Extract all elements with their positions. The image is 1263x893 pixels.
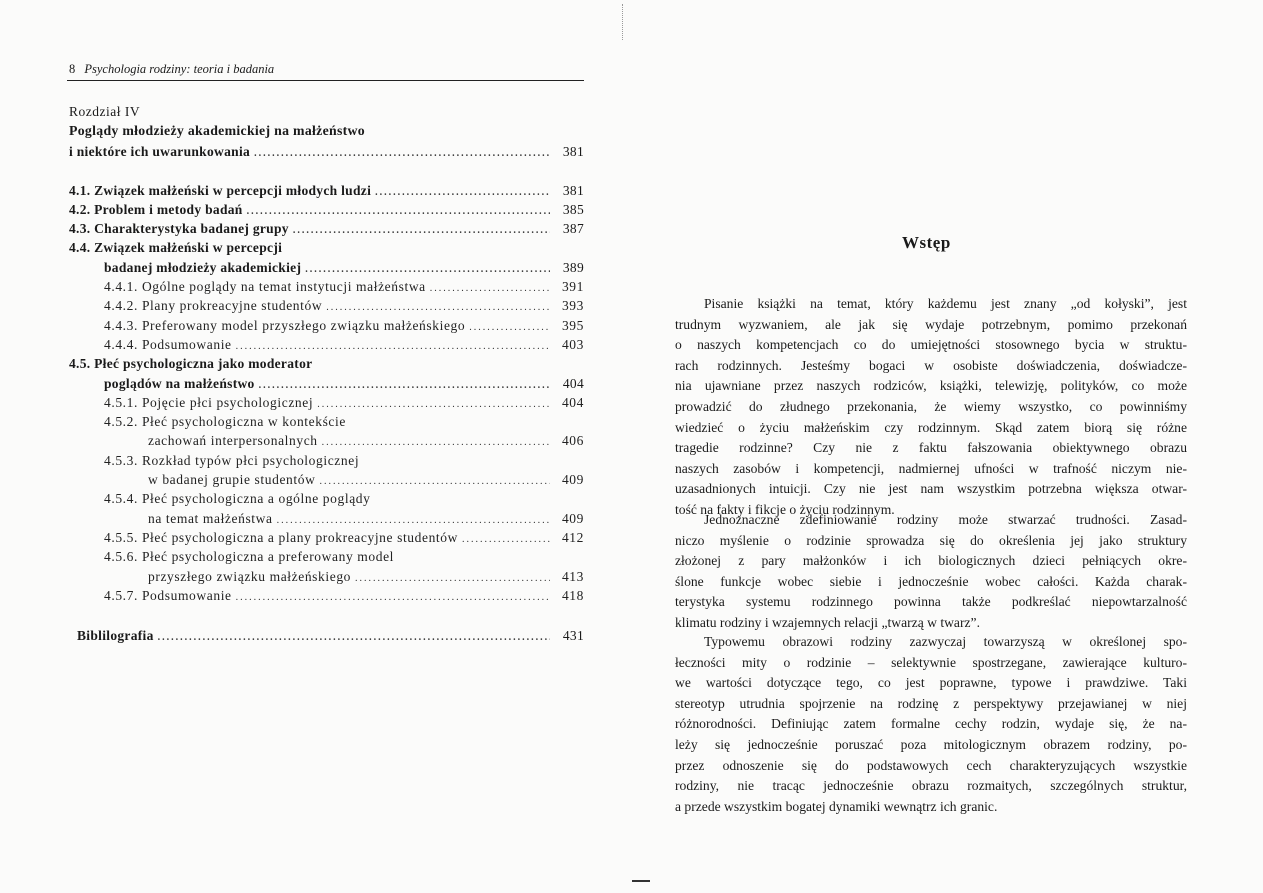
section-title: Wstęp: [902, 233, 951, 252]
toc-page-number: 406: [561, 433, 584, 448]
text-line: Jednoznaczne zdefiniowanie rodziny może stwarzać trudności. Zasad-: [704, 512, 1187, 527]
toc-entry: [104, 528, 584, 548]
toc-page-number: 391: [561, 279, 584, 294]
chapter-label: Rozdział IV: [69, 104, 141, 119]
toc-entry: [69, 200, 584, 220]
toc-entry: [104, 258, 584, 278]
toc-entry-label: i niektóre ich uwarunkowania: [69, 144, 251, 159]
toc-entry-label: w badanej grupie studentów: [148, 472, 316, 487]
toc-entry: [104, 335, 584, 355]
text-line: naszych zasobów i kompetencji, nadmiernej ufności w trafność niczym nie-: [675, 460, 1187, 476]
toc-entry: [69, 354, 312, 374]
text-line: uzasadnionych intuicji. Czy nie jest nam wszystkim potrzebna większa otwar-: [675, 481, 1187, 497]
toc-entry-label: 4.2. Problem i metody badań: [69, 202, 243, 217]
toc-entry: [104, 374, 584, 394]
paragraph: [675, 294, 1187, 521]
text-line: ślone funkcje wobec siebie i jednocześnie wobec całości. Każda charak-: [675, 573, 1187, 589]
text-line: łeczności mity o rodzinie – selektywnie spostrzegane, zawierające kulturo-: [675, 654, 1187, 670]
text-line: rach rodzinnych. Jesteśmy bogaci w osobiste doświadczenia, doświadcze-: [675, 357, 1187, 373]
toc-leader-dots: [326, 298, 550, 318]
toc-leader-dots: [462, 530, 550, 550]
text-line: stereotyp utrudnia spojrzenie na rodzinę z perspektywy przejawianej w niej: [675, 695, 1187, 711]
toc-entry-label: 4.5.2. Płeć psychologiczna w kontekście: [104, 414, 346, 429]
text-line: tragedie rodzinne? Czy nie z faktu fałszowania obiektywnego obrazu: [675, 440, 1187, 456]
text-line: leży się jednocześnie poruszać poza mitologicznym obrazem rodziny, po-: [675, 736, 1187, 752]
toc-entry: [104, 393, 584, 413]
toc-entry: [77, 626, 584, 646]
toc-entry-label: Biblilografia: [77, 628, 154, 643]
toc-entry-label: 4.5.5. Płeć psychologiczna a plany prokreacyjne studentów: [104, 530, 458, 545]
text-line: wiedzieć o życiu małżeńskim czy rodzinnym. Skąd zatem biorą się różne: [675, 419, 1187, 435]
toc-entry: [104, 316, 584, 336]
text-line: terystyka systemu rodzinnego powinna także podkreślać niepowtarzalność: [675, 594, 1187, 610]
running-title: Psychologia rodziny: teoria i badania: [84, 62, 275, 76]
toc-page-number: 403: [561, 337, 584, 352]
text-line: różnorodności. Definiując zatem formalne cechy rodzin, wydaje się, że na-: [675, 716, 1187, 732]
text-line: złożonej z pary małżonków i ich biologicznych dzieci pełniących okre-: [675, 553, 1187, 569]
toc-entry-label: na temat małżeństwa: [148, 511, 273, 526]
toc-page-number: 418: [561, 588, 584, 603]
toc-page-number: 412: [561, 530, 584, 545]
toc-entry: [148, 509, 584, 529]
toc-entry: [104, 412, 346, 432]
text-line: rodziny, nie tracąc jednocześnie obrazu rozmaitych, szczególnych struktur,: [675, 778, 1187, 794]
toc-entry: [104, 547, 394, 567]
toc-entry: [148, 567, 584, 587]
toc-entry: [69, 238, 282, 258]
page-number: 8: [69, 62, 76, 76]
toc-page-number: 385: [562, 202, 584, 217]
toc-entry-label: zachowań interpersonalnych: [148, 433, 318, 448]
toc-entry: [69, 219, 584, 239]
toc-leader-dots: [158, 628, 550, 648]
toc-entry: [148, 470, 584, 490]
toc-entry: [104, 586, 584, 606]
toc-page-number: 413: [561, 569, 584, 584]
text-line: nia ujawniane przez naszych rodziców, książki, telewizję, polityków, co może: [675, 378, 1187, 394]
toc-entry: [104, 451, 359, 471]
toc-entry: [104, 296, 584, 316]
toc-entry: [104, 277, 584, 297]
text-line: niczo myślenie o rodzinie sprowadza się do określenia jej jako struktury: [675, 532, 1187, 548]
toc-leader-dots: [317, 395, 550, 415]
toc-entry-label: 4.5. Płeć psychologiczna jako moderator: [69, 356, 313, 371]
text-line: o naszych kompetencjach co do umiejętności stosownego bycia w struktu-: [675, 337, 1187, 353]
toc-entry: [148, 431, 584, 451]
toc-entry-label: 4.4.4. Podsumowanie: [104, 337, 232, 352]
running-head: [69, 62, 274, 77]
text-line: we wartości dotyczące tego, co jest poprawne, typowe i prawdziwe. Taki: [675, 675, 1187, 691]
toc-page-number: 431: [562, 628, 584, 643]
toc-entry-label: 4.4.2. Plany prokreacyjne studentów: [104, 298, 323, 313]
toc-entry-label: poglądów na małżeństwo: [104, 376, 255, 391]
toc-entry-label: 4.5.3. Rozkład typów płci psychologicznej: [104, 453, 360, 468]
toc-entry: [69, 142, 584, 162]
text-line: Typowemu obrazowi rodziny zazwyczaj towarzyszą w określonej spo-: [704, 634, 1187, 649]
toc-page-number: 381: [562, 183, 584, 198]
toc-leader-dots: [254, 144, 550, 164]
toc-entry-label: 4.4.1. Ogólne poglądy na temat instytucji małżeństwa: [104, 279, 426, 294]
toc-page-number: 381: [562, 144, 584, 159]
toc-entry-label: 4.3. Charakterystyka badanej grupy: [69, 221, 289, 236]
toc-entry-label: 4.4.3. Preferowany model przyszłego związku małżeńskiego: [104, 318, 466, 333]
header-rule: [67, 80, 584, 81]
toc-entry-label: przyszłego związku małżeńskiego: [148, 569, 352, 584]
text-line: prowadzić do złudnego przekonania, że wiemy wszystko, co powinniśmy: [675, 398, 1187, 414]
toc-page-number: 404: [561, 395, 584, 410]
toc-page-number: 389: [562, 260, 584, 275]
toc-page-number: 387: [562, 221, 584, 236]
text-line: tość na fakty i fikcje o życiu rodzinnym.: [675, 501, 895, 517]
gutter-mark: [622, 4, 624, 40]
text-line: trudnym wyzwaniem, ale jak się wydaje potrzebnym, pomimo przekonań: [675, 316, 1187, 332]
toc-page-number: 409: [561, 472, 584, 487]
toc-page-number: 395: [561, 318, 584, 333]
text-line: a przede wszystkim bogatej dynamiki wewnątrz ich granic.: [675, 798, 998, 814]
toc-entry-label: 4.5.4. Płeć psychologiczna a ogólne poglądy: [104, 491, 371, 506]
paragraph: [675, 632, 1187, 817]
text-line: Pisanie książki na temat, który każdemu jest znany „od kołyski”, jest: [704, 296, 1187, 311]
text-line: klimatu rodziny i wzajemnych relacji „twarzą w twarz”.: [675, 614, 980, 630]
toc-leader-dots: [236, 588, 550, 608]
toc-entry-label: 4.5.7. Podsumowanie: [104, 588, 232, 603]
toc-page-number: 404: [562, 376, 584, 391]
text-line: przez odnoszenie się do podstawowych cech charakteryzujących wszystkie: [675, 757, 1187, 773]
chapter-title: Poglądy młodzieży akademickiej na małżeństwo: [69, 123, 366, 138]
toc-entry-label: 4.5.6. Płeć psychologiczna a preferowany model: [104, 549, 395, 564]
toc-entry-label: badanej młodzieży akademickiej: [104, 260, 302, 275]
left-page: [0, 0, 631, 893]
toc-leader-dots: [293, 221, 550, 241]
toc-page-number: 409: [561, 511, 584, 526]
toc-entry-label: 4.4. Związek małżeński w percepcji: [69, 240, 283, 255]
toc-page-number: 393: [561, 298, 584, 313]
paragraph: [675, 510, 1187, 634]
toc-entry-label: 4.1. Związek małżeński w percepcji młodych ludzi: [69, 183, 372, 198]
toc-entry: [104, 489, 371, 509]
toc-leader-dots: [322, 433, 550, 453]
toc-entry-label: 4.5.1. Pojęcie płci psychologicznej: [104, 395, 314, 410]
toc-entry: [69, 181, 584, 201]
